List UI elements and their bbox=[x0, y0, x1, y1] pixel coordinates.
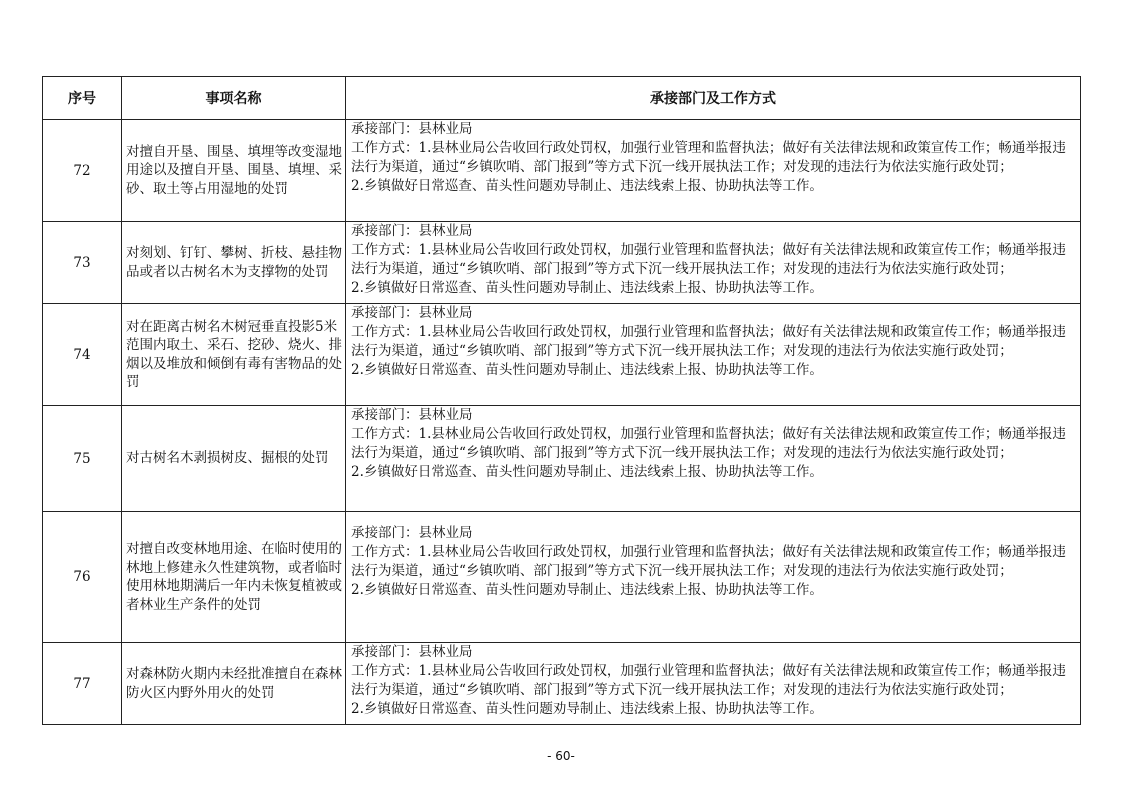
row-work-method: 工作方式：1.县林业局公告收回行政处罚权，加强行业管理和监督执法；做好有关法律法规和政策宣传工作；畅通举报违法行为渠道，通过“乡镇吹哨、部门报到”等方式下沉一线开展执法工作；对发现的违法行为依法实施行政处罚； bbox=[351, 663, 1066, 698]
row-matter-name: 对森林防火期内未经批准擅自在森林防火区内野外用火的处罚 bbox=[126, 666, 342, 701]
row-town-duty: 2.乡镇做好日常巡查、苗头性问题劝导制止、违法线索上报、协助执法等工作。 bbox=[351, 701, 823, 717]
row-work-method: 工作方式：1.县林业局公告收回行政处罚权，加强行业管理和监督执法；做好有关法律法规和政策宣传工作；畅通举报违法行为渠道，通过“乡镇吹哨、部门报到”等方式下沉一线开展执法工作；对发现的违法行为依法实施行政处罚； bbox=[351, 426, 1066, 461]
row-matter-name: 对擅自改变林地用途、在临时使用的林地上修建永久性建筑物，或者临时使用林地期满后一年内未恢复植被或者林业生产条件的处罚 bbox=[126, 541, 342, 613]
row-matter-name: 对古树名木剥损树皮、掘根的处罚 bbox=[126, 450, 329, 467]
row-serial-number: 72 bbox=[43, 120, 122, 222]
table-row bbox=[43, 512, 1081, 643]
table-row bbox=[43, 304, 1081, 406]
row-serial-number: 77 bbox=[43, 643, 122, 725]
row-department: 承接部门：县林业局 bbox=[351, 121, 473, 137]
row-town-duty: 2.乡镇做好日常巡查、苗头性问题劝导制止、违法线索上报、协助执法等工作。 bbox=[351, 280, 823, 296]
row-town-duty: 2.乡镇做好日常巡查、苗头性问题劝导制止、违法线索上报、协助执法等工作。 bbox=[351, 362, 823, 378]
row-department: 承接部门：县林业局 bbox=[351, 644, 473, 660]
row-matter-name: 对刻划、钉钉、攀树、折枝、悬挂物品或者以古树名木为支撑物的处罚 bbox=[126, 245, 342, 280]
table-header-row bbox=[43, 77, 1081, 120]
row-serial-number: 75 bbox=[43, 406, 122, 512]
row-town-duty: 2.乡镇做好日常巡查、苗头性问题劝导制止、违法线索上报、协助执法等工作。 bbox=[351, 582, 823, 598]
header-department-method: 承接部门及工作方式 bbox=[346, 77, 1081, 120]
table-row bbox=[43, 643, 1081, 725]
row-department: 承接部门：县林业局 bbox=[351, 223, 473, 239]
matters-table bbox=[42, 76, 1081, 725]
row-serial-number: 74 bbox=[43, 304, 122, 406]
row-matter-name: 对擅自开垦、围垦、填埋等改变湿地用途以及擅自开垦、围垦、填埋、采砂、取土等占用湿地的处罚 bbox=[126, 143, 342, 197]
table-row bbox=[43, 222, 1081, 304]
row-town-duty: 2.乡镇做好日常巡查、苗头性问题劝导制止、违法线索上报、协助执法等工作。 bbox=[351, 178, 823, 194]
header-serial-number: 序号 bbox=[43, 77, 122, 120]
row-matter-name: 对在距离古树名木树冠垂直投影5米范围内取土、采石、挖砂、烧火、排烟以及堆放和倾倒有毒有害物品的处罚 bbox=[126, 318, 342, 390]
row-work-method: 工作方式：1.县林业局公告收回行政处罚权，加强行业管理和监督执法；做好有关法律法规和政策宣传工作；畅通举报违法行为渠道，通过“乡镇吹哨、部门报到”等方式下沉一线开展执法工作；对发现的违法行为依法实施行政处罚； bbox=[351, 140, 1066, 175]
header-matter-name: 事项名称 bbox=[122, 77, 346, 120]
page-number: - 60- bbox=[547, 749, 575, 763]
row-department: 承接部门：县林业局 bbox=[351, 305, 473, 321]
table-row bbox=[43, 120, 1081, 222]
row-serial-number: 76 bbox=[43, 512, 122, 643]
row-serial-number: 73 bbox=[43, 222, 122, 304]
row-work-method: 工作方式：1.县林业局公告收回行政处罚权，加强行业管理和监督执法；做好有关法律法规和政策宣传工作；畅通举报违法行为渠道，通过“乡镇吹哨、部门报到”等方式下沉一线开展执法工作；对发现的违法行为依法实施行政处罚； bbox=[351, 324, 1066, 359]
row-department: 承接部门：县林业局 bbox=[351, 525, 473, 541]
row-work-method: 工作方式：1.县林业局公告收回行政处罚权，加强行业管理和监督执法；做好有关法律法规和政策宣传工作；畅通举报违法行为渠道，通过“乡镇吹哨、部门报到”等方式下沉一线开展执法工作；对发现的违法行为依法实施行政处罚； bbox=[351, 544, 1066, 579]
row-town-duty: 2.乡镇做好日常巡查、苗头性问题劝导制止、违法线索上报、协助执法等工作。 bbox=[351, 464, 823, 480]
row-work-method: 工作方式：1.县林业局公告收回行政处罚权，加强行业管理和监督执法；做好有关法律法规和政策宣传工作；畅通举报违法行为渠道，通过“乡镇吹哨、部门报到”等方式下沉一线开展执法工作；对发现的违法行为依法实施行政处罚； bbox=[351, 242, 1066, 277]
table-row bbox=[43, 406, 1081, 512]
row-department: 承接部门：县林业局 bbox=[351, 407, 473, 423]
